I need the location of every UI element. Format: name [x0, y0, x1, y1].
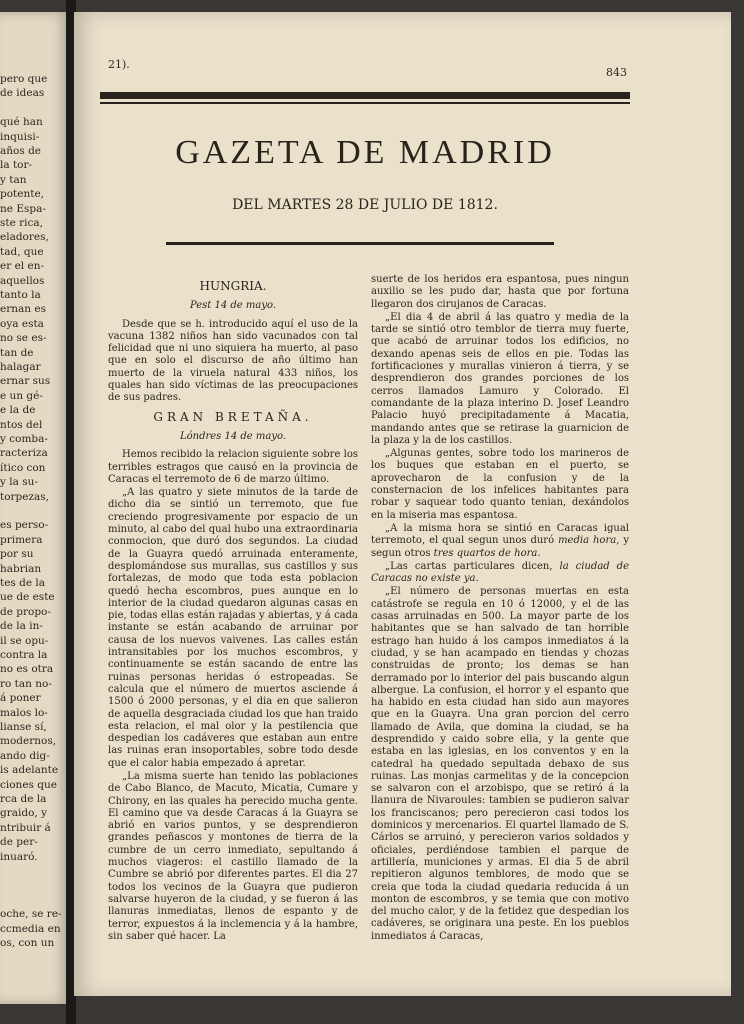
paragraph: „El número de personas muertas en esta catástrofe se regula en 10 ó 12000, y el de las casas arruinadas en 500. La mayor parte de los habitantes que se han salvado de tan horrible estrago han huido á los campos inmediatos á la ciudad, y se han acampado en tiendas y chozas construidas de pronto; los demas se han derramado por lo interior del pais buscando algun albergue. La confusion, el horror y el espanto que ha habido en esta ciudad han sido aun mayores que en la Guayra. Una gran porcion del cerro llamado de Avila, que domina la ciudad, se ha desprendido y caido sobre ella, y la gente que estaba en las iglesias, en los conventos y en la catedral ha quedado sepultada debaxo de sus ruinas. Las monjas carmelitas y de la concepcion se salvaron con el arzobispo, que se retiró á la llanura de Nivaroules: tambien se pudieron salvar los franciscanos; pero perecieron casi todos los dominicos y mercenarios. El quartel llamado de S. Cárlos se arruinó, y perecieron varios soldados y oficiales, perdiéndose tambien el parque de artillería, municiones y armas. El dia 5 de abril repitieron algunos temblores, de modo que se creia que toda la ciudad quedaria reducida á un monton de escombros, y se temia que con motivo del mucho calor, y de la fetidez que despedian los cadáveres, se originara una peste. En los pueblos inmediatos á Caracas, — [371, 586, 629, 942]
paragraph: „A las quatro y siete minutos de la tarde de dicho dia se sintió un terremoto, que fue creciendo progresivamente por espacio de un minuto, al cabo del qual hubo una extraordinaria conmocion, que duró dos segundos. La ciudad de la Guayra quedó arruinada enteramente, desplomándose sus murallas, sus castillos y sus fortalezas, de modo que toda esta poblacion quedó hecha escombros, pues aunque en lo interior de la ciudad quedaron algunas casas en pie, todas ellas están rajadas y abiertas, y á cada instante se están acabando de arruinar por causa de los nuevos vaivenes. Las calles están intransitables por los muchos escombros, y continuamente se están sacando de entre las ruinas personas heridas ó estropeadas. Se calcula que el número de muertos asciende á 1500 ó 2000 personas, y el dia en que salieron de aquella desgraciada ciudad los que han traido esta relacion, el mal olor y la pestilencia que despedian los cadáveres que estaban aun entre las ruinas eran insoportables, sobre todo desde que el calor habia empezado á apretar. — [108, 487, 358, 769]
left-page-line: graido, y — [0, 807, 48, 820]
newspaper-page — [74, 12, 731, 996]
paragraph: „La misma suerte han tenido las poblaciones de Cabo Blanco, de Macuto, Micatia, Cumare y Chirony, en las quales ha perecido mucha gente. El camino que va desde Caracas á la Guayra se abrió en varios puntos, y se desprendieron grandes peñascos y montones de tierra de la cumbre de un cerro inmediato, sepultando á muchos viageros: el castillo llamado de la Cumbre se abrió por diferentes partes. El dia 27 todos los vecinos de la Guayra que pudieron salvarse huyeron de la ciudad, y se fueron á las llanuras inmediatas, llenos de espanto y de terror, expuestos á la inclemencia y á la hambre, sin saber qué hacer. La — [108, 770, 358, 942]
section-heading-gran-bretana: GRAN BRETAÑA. — [153, 409, 313, 424]
emphasis: la ciudad de Caracas no existe ya. — [371, 560, 630, 585]
column-right — [371, 274, 629, 944]
left-page-line: os, con un — [0, 937, 55, 949]
left-page-line: racteriza — [0, 447, 48, 460]
left-page-line: de propo- — [0, 605, 51, 618]
dateline-rule — [166, 242, 554, 245]
left-page-line: años de — [0, 145, 42, 157]
left-page-line: ítico con — [0, 461, 46, 474]
left-page-line: y la su- — [0, 476, 38, 489]
paragraph — [371, 523, 629, 560]
left-page-line: malos lo- — [0, 706, 48, 719]
left-page-line: eladores, — [0, 231, 49, 244]
dateline-londres: Lóndres 14 de mayo. — [179, 430, 287, 442]
left-page-line: primera — [0, 533, 43, 546]
left-page-line: is adelante — [0, 764, 59, 777]
left-page-line: ernan es — [0, 303, 46, 316]
left-page-line: no se es- — [0, 332, 47, 345]
left-page-line: lianse sí, — [0, 721, 47, 733]
left-page-line: es perso- — [0, 519, 49, 532]
left-page-line: e un gé- — [0, 389, 43, 402]
left-page-line: ando dig- — [0, 749, 50, 762]
left-page-line: y tan — [0, 173, 27, 186]
left-page-line: tan de — [0, 346, 34, 359]
text-run: „Las cartas particulares dicen, — [385, 560, 560, 572]
dateline-pest: Pest 14 de mayo. — [189, 300, 277, 312]
paragraph: Desde que se h. introducido aquí el uso de la vacuna 1382 niños han sido vacunados con tal felicidad que ni uno siquiera ha muerto, al paso que en solo el discurso de año último han muerto de la viruela natural 433 niños, los quales han sido víctimas de las preocupaciones de sus padres. — [108, 318, 358, 404]
emphasis: media hora, — [558, 535, 620, 547]
paragraph: „El dia 4 de abril á las quatro y media de la tarde se sintió otro temblor de tierra muy fuerte, que acabó de arruinar todos los edificios, no dexando apenas seis de ellos en pie. Todas las fortificaciones y murallas vinieron á tierra, y se desprendieron dos grandes porciones de los cerros llamados Lamuro y Colorado. El comandante de la plaza interino D. Josef Leandro Palacio huyó precipitadamente á Macatia, mandando antes que se retirase la guarnicion de la plaza y la de los castillos. — [371, 311, 629, 446]
left-page-line: de ideas — [0, 87, 45, 100]
page-number-right: 843 — [606, 66, 627, 79]
left-page-line: ste rica, — [0, 217, 44, 229]
left-page-line: il se opu- — [0, 634, 49, 647]
paragraph: suerte de los heridos era espantosa, pues ningun auxilio se les pudo dar, hasta que por fortuna llegaron dos cirujanos de Caracas. — [371, 274, 629, 310]
left-page-line: á poner — [0, 692, 41, 705]
left-page-line: aquellos — [0, 274, 45, 287]
left-page-line: ntos del — [0, 418, 43, 431]
paragraph — [371, 561, 629, 586]
left-page-line: potente, — [0, 188, 45, 201]
left-page-line: y comba- — [0, 433, 48, 445]
left-page-line: modernos, — [0, 735, 57, 748]
left-page-line: oche, se re- — [0, 908, 62, 921]
left-page-line: ntribuir á — [0, 821, 51, 834]
left-page-line: inquisi- — [0, 130, 40, 143]
left-page-line: de la in- — [0, 620, 43, 633]
left-page-line: inuaró. — [0, 850, 38, 863]
left-page-line: por su — [0, 548, 34, 561]
left-page-line: torpezas, — [0, 490, 50, 503]
left-page-fragment — [0, 12, 70, 1004]
left-page-line: er el en- — [0, 260, 45, 273]
left-page-line: tes de la — [0, 577, 46, 589]
left-page-line: ro tan no- — [0, 677, 52, 690]
left-page-line: ue de este — [0, 591, 55, 604]
left-page-line: ernar sus — [0, 375, 51, 388]
emphasis: tres quartos de hora. — [433, 547, 541, 559]
left-page-line: de per- — [0, 836, 38, 849]
left-page-line: halagar — [0, 361, 41, 373]
left-page-line: rca de la — [0, 793, 47, 805]
paragraph: „Algunas gentes, sobre todo los marineros de los buques que estaban en el puerto, se aprovecharon de la confusion y de la consternacion de los infelices habitantes para robar y saquear todo quanto tenian, dexándolos en la miseria mas espantosa. — [371, 448, 629, 521]
left-page-line: qué han — [0, 116, 43, 129]
left-page-line: habrian — [0, 562, 42, 575]
left-page-line: ne Espa- — [0, 202, 46, 215]
page-number-left: 21). — [108, 58, 130, 71]
left-page-line: ciones que — [0, 778, 57, 791]
column-left — [108, 274, 358, 944]
masthead-top-band — [100, 92, 630, 99]
dateline: DEL MARTES 28 DE JULIO DE 1812. — [232, 197, 498, 213]
section-heading-hungria: HUNGRIA. — [199, 279, 267, 293]
left-page-line: la tor- — [0, 159, 33, 172]
masthead-title: GAZETA DE MADRID — [175, 134, 555, 171]
left-page-line: pero que — [0, 73, 48, 85]
left-page-line: no es otra — [0, 663, 54, 676]
left-page-line: tad, que — [0, 245, 44, 258]
left-page-line: oya esta — [0, 317, 44, 330]
left-page-line: tanto la — [0, 289, 41, 301]
text-run: y segun otros — [371, 535, 629, 559]
left-page-line: contra la — [0, 649, 48, 661]
left-page-line: e la de — [0, 404, 36, 417]
paragraph: Hemos recibido la relacion siguiente sobre los terribles estragos que causó en la provincia de Caracas el terremoto de 6 de marzo último. — [108, 449, 358, 485]
masthead-top-rule — [100, 102, 630, 104]
left-page-line: ccmedia en — [0, 922, 61, 935]
text-run: „A la misma hora se sintió en Caracas igual terremoto, el qual segun unos duró — [371, 522, 629, 547]
